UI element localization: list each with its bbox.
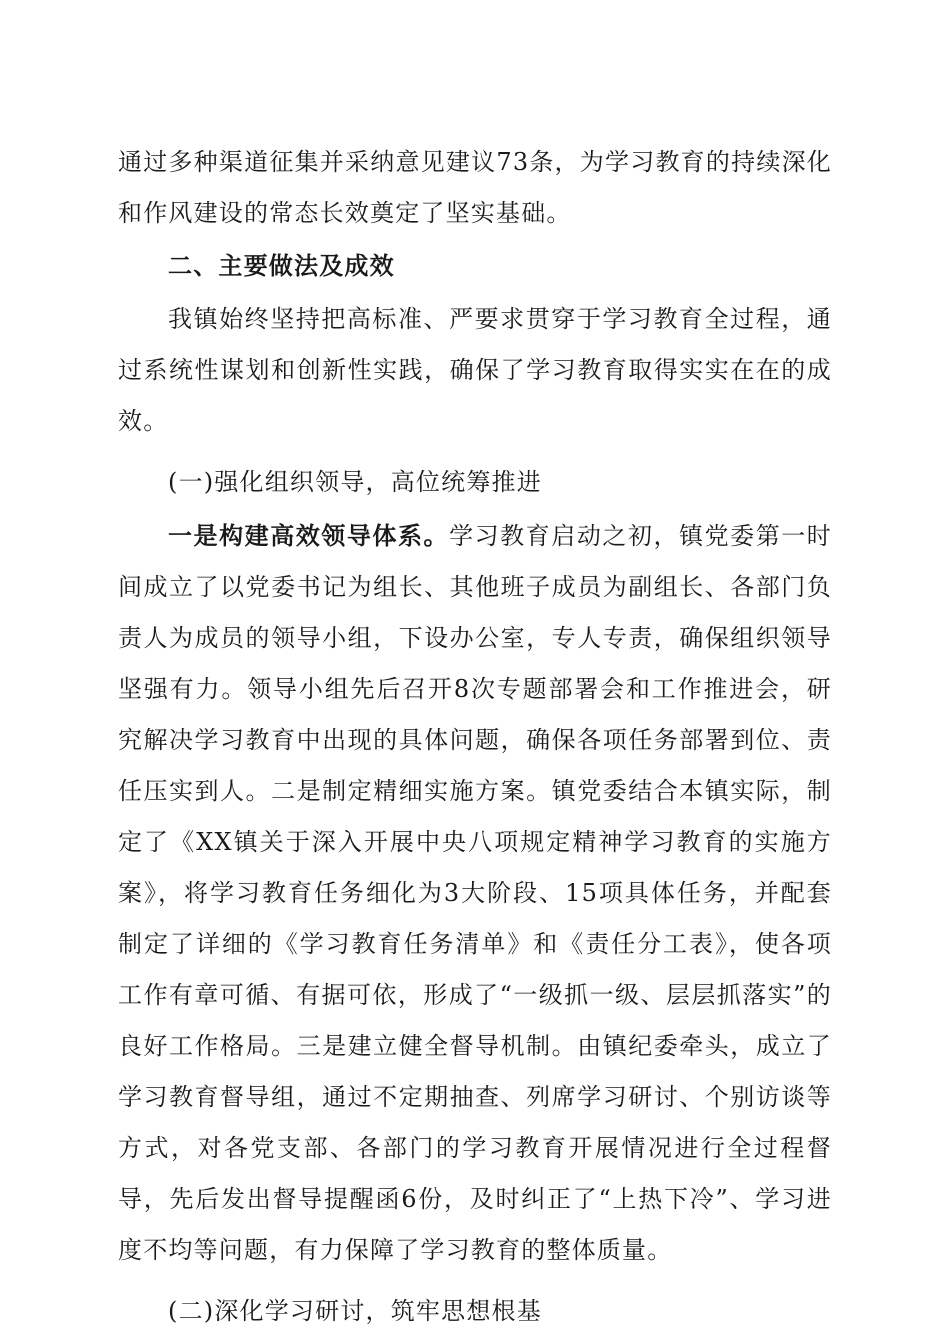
- subsection-1-title: (一)强化组织领导，高位统筹推进: [168, 468, 542, 496]
- intro-paragraph: 我镇始终坚持把高标准、严要求贯穿于学习教育全过程，通过系统性谋划和创新性实践，确保了学习教育取得实实在在的成效。: [118, 305, 832, 435]
- subsection-1-lead: 一是构建高效领导体系。: [168, 521, 450, 550]
- subsection-1-body: 学习教育启动之初，镇党委第一时间成立了以党委书记为组长、其他班子成员为副组长、各部门负责人为成员的领导小组，下设办公室，专人专责，确保组织领导坚强有力。领导小组先后召开8次专题部署会和工作推进会，研究解决学习教育中出现的具体问题，确保各项任务部署到位、责任压实到人。二是制定精细实施方案。镇党委结合本镇实际，制定了《XX镇关于深入开展中央八项规定精神学习教育的实施方案》，将学习教育任务细化为3大阶段、15项具体任务，并配套制定了详细的《学习教育任务清单》和《责任分工表》，使各项工作有章可循、有据可依，形成了“一级抓一级、层层抓落实”的良好工作格局。三是建立健全督导机制。由镇纪委牵头，成立了学习教育督导组，通过不定期抽查、列席学习研讨、个别访谈等方式，对各党支部、各部门的学习教育开展情况进行全过程督导，先后发出督导提醒函6份，及时纠正了“上热下冷”、学习进度不均等问题，有力保障了学习教育的整体质量。: [118, 522, 833, 1264]
- subsection-2-title: (二)深化学习研讨，筑牢思想根基: [168, 1297, 542, 1325]
- document-body: [118, 137, 832, 1339]
- continuation-paragraph: 通过多种渠道征集并采纳意见建议73条，为学习教育的持续深化和作风建设的常态长效奠定了坚实基础。: [118, 148, 832, 227]
- section-heading: 二、主要做法及成效: [168, 252, 395, 280]
- subsection-1-paragraph: [118, 510, 832, 1276]
